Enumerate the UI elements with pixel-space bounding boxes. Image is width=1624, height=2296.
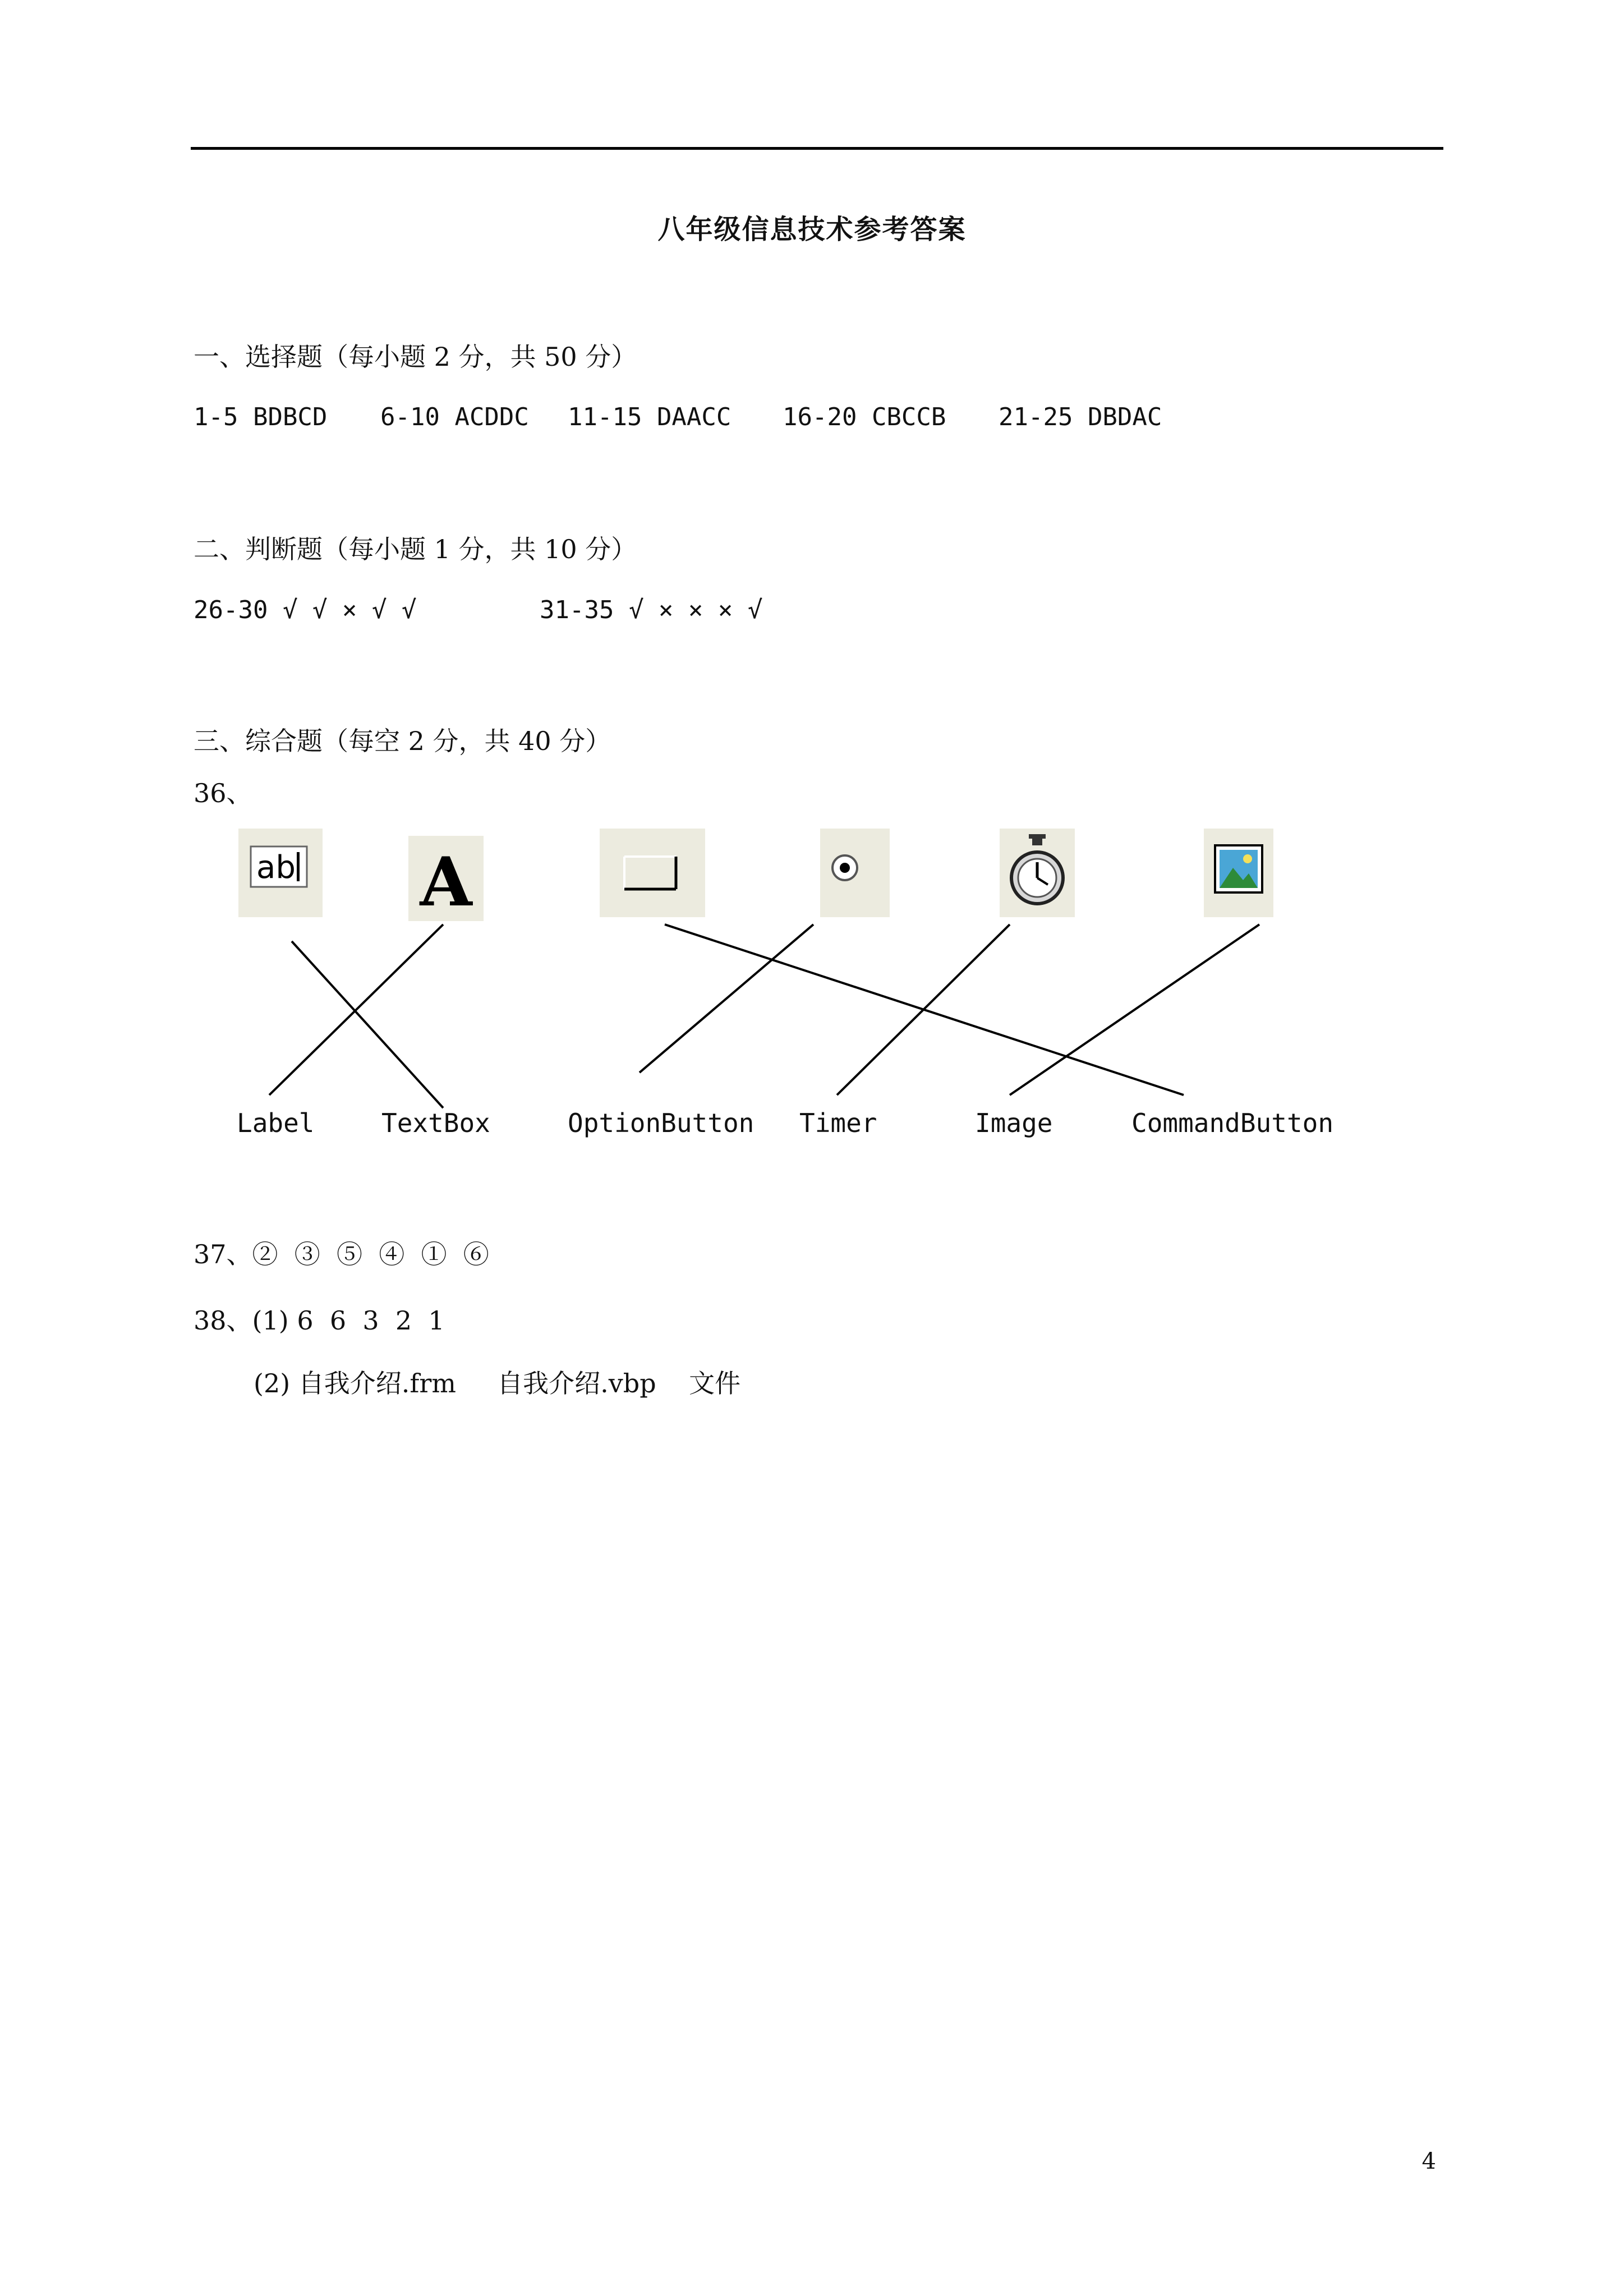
question-37-answer: 37、② ③ ⑤ ④ ① ⑥ bbox=[194, 1239, 489, 1269]
answer-11-15: 11-15 DAACC bbox=[568, 403, 732, 431]
commandbutton-icon bbox=[600, 829, 705, 917]
match-label-image: Image bbox=[975, 1108, 1053, 1138]
answer-1-5: 1-5 BDBCD bbox=[194, 403, 328, 431]
page-number: 4 bbox=[1421, 2148, 1436, 2174]
match-line-commandbutton bbox=[665, 924, 1184, 1095]
answer-26-30: 26-30 √ √ × √ √ bbox=[194, 596, 417, 624]
match-label-timer: Timer bbox=[799, 1108, 877, 1138]
match-label-optionbutton: OptionButton bbox=[568, 1108, 755, 1138]
answer-16-20: 16-20 CBCCB bbox=[783, 403, 946, 431]
section1-heading: 一、选择题（每小题 2 分，共 50 分） bbox=[194, 342, 637, 372]
question-38-part2-answer: (2) 自我介绍.frm 自我介绍.vbp 文件 bbox=[254, 1368, 741, 1398]
match-label-label: Label bbox=[237, 1108, 315, 1138]
section2-heading: 二、判断题（每小题 1 分，共 10 分） bbox=[194, 534, 637, 564]
match-line-label bbox=[269, 924, 443, 1095]
question-36-label: 36、 bbox=[194, 778, 252, 808]
optionbutton-icon bbox=[820, 829, 890, 917]
match-line-image bbox=[1010, 924, 1259, 1095]
svg-text:ab: ab bbox=[256, 849, 296, 886]
header-rule bbox=[191, 147, 1443, 150]
match-label-commandbutton: CommandButton bbox=[1131, 1108, 1334, 1138]
svg-text:A: A bbox=[420, 843, 472, 921]
section3-heading: 三、综合题（每空 2 分，共 40 分） bbox=[194, 726, 611, 756]
match-line-optionbutton bbox=[640, 924, 813, 1073]
question-38-part1-answer: 38、(1) 6 6 3 2 1 bbox=[194, 1305, 445, 1336]
timer-icon bbox=[1000, 829, 1075, 917]
image-icon bbox=[1204, 829, 1273, 917]
answer-6-10: 6-10 ACDDC bbox=[380, 403, 529, 431]
answer-31-35: 31-35 √ × × × √ bbox=[540, 596, 763, 624]
match-line-textbox bbox=[292, 941, 443, 1108]
label-icon bbox=[408, 836, 484, 921]
match-label-textbox: TextBox bbox=[381, 1108, 490, 1138]
page-title: 八年级信息技术参考答案 bbox=[657, 214, 967, 245]
match-line-timer bbox=[837, 924, 1010, 1095]
answer-21-25: 21-25 DBDAC bbox=[999, 403, 1162, 431]
textbox-icon bbox=[238, 829, 323, 917]
